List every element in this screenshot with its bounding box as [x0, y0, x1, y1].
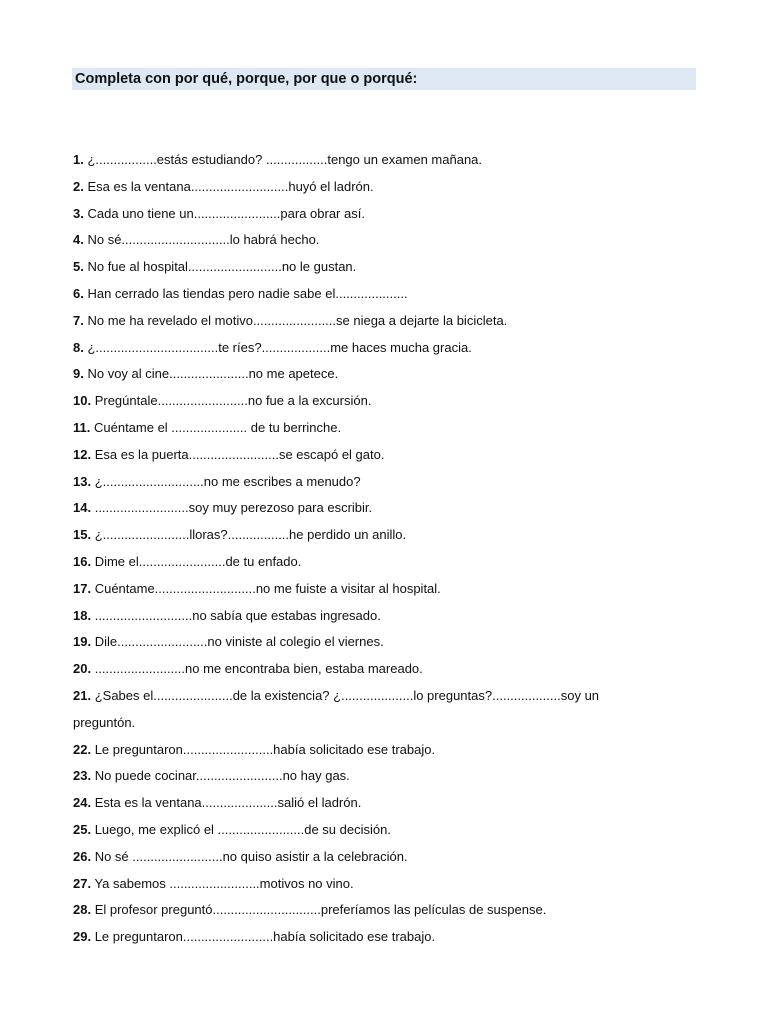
- exercise-item: [73, 871, 673, 898]
- exercise-text: ..........................soy muy perezoso para escribir.: [94, 500, 373, 516]
- exercise-number: 22.: [73, 741, 92, 757]
- exercise-number: 23.: [73, 768, 92, 784]
- exercise-number: 13.: [73, 473, 92, 489]
- exercise-text: ¿........................lloras?.................he perdido un anillo.: [94, 527, 407, 543]
- exercise-text: Le preguntaron.........................había solicitado ese trabajo.: [94, 741, 436, 757]
- exercise-text: ¿Sabes el......................de la existencia? ¿....................lo preguntas?...................soy un preguntón.: [73, 687, 603, 730]
- exercise-text: Luego, me explicó el ........................de su decisión.: [94, 821, 391, 837]
- exercise-text: Esa es la puerta.........................se escapó el gato.: [94, 446, 385, 462]
- exercise-number: 19.: [73, 634, 92, 650]
- exercise-text: ...........................no sabía que estabas ingresado.: [94, 607, 381, 623]
- exercise-number: 1.: [73, 152, 84, 167]
- exercise-item: [73, 147, 673, 174]
- exercise-text: No puede cocinar........................no hay gas.: [94, 768, 350, 784]
- exercise-number: 2.: [73, 178, 84, 194]
- exercise-number: 15.: [73, 527, 92, 543]
- exercise-item: [73, 388, 673, 415]
- exercise-number: 16.: [73, 553, 92, 569]
- exercise-text: .........................no me encontraba bien, estaba mareado.: [94, 661, 423, 677]
- exercise-text: No sé..............................lo habrá hecho.: [87, 232, 320, 248]
- exercise-item: [73, 415, 673, 442]
- exercise-number: 21.: [73, 687, 92, 703]
- exercise-text: Dile.........................no viniste al colegio el viernes.: [94, 634, 384, 650]
- exercise-item: [73, 897, 673, 924]
- exercise-item: [73, 817, 673, 844]
- exercise-text: El profesor preguntó..............................preferíamos las películas de suspense.: [94, 902, 547, 918]
- exercise-number: 9.: [73, 366, 84, 382]
- exercise-text: Dime el........................de tu enfado.: [94, 553, 302, 569]
- exercise-item: [73, 254, 673, 281]
- exercise-item: [73, 737, 673, 764]
- exercise-item: [73, 308, 673, 335]
- exercise-number: 11.: [73, 419, 91, 435]
- exercise-number: 24.: [73, 795, 92, 811]
- exercise-number: 3.: [73, 205, 84, 221]
- exercise-item: [73, 603, 673, 630]
- exercise-item: [73, 469, 673, 496]
- exercise-item: [73, 201, 673, 228]
- exercise-item: [73, 763, 673, 790]
- exercise-text: Cuéntame el ..................... de tu berrinche.: [93, 419, 342, 435]
- page-title: Completa con por qué, porque, por que o porqué:: [72, 68, 696, 90]
- exercise-text: Esa es la ventana...........................huyó el ladrón.: [87, 178, 374, 194]
- exercise-number: 17.: [73, 580, 92, 596]
- exercise-number: 18.: [73, 607, 92, 623]
- exercise-list: [73, 147, 673, 951]
- exercise-item: [73, 335, 673, 362]
- exercise-number: 27.: [73, 875, 92, 891]
- exercise-item: [73, 281, 673, 308]
- exercise-item: [73, 361, 673, 388]
- exercise-number: 4.: [73, 232, 84, 248]
- exercise-text: No voy al cine......................no me apetece.: [87, 366, 339, 382]
- exercise-text: ¿............................no me escribes a menudo?: [94, 473, 361, 489]
- exercise-text: Han cerrado las tiendas pero nadie sabe el....................: [87, 285, 408, 301]
- exercise-item: [73, 683, 653, 737]
- exercise-text: ¿.................estás estudiando? .................tengo un examen mañana.: [87, 152, 483, 167]
- exercise-number: 20.: [73, 661, 92, 677]
- exercise-item: [73, 629, 673, 656]
- exercise-text: No sé .........................no quiso asistir a la celebración.: [94, 848, 408, 864]
- exercise-item: [73, 174, 673, 201]
- exercise-item: [73, 227, 673, 254]
- exercise-item: [73, 549, 673, 576]
- exercise-number: 14.: [73, 500, 92, 516]
- exercise-number: 8.: [73, 339, 84, 355]
- exercise-number: 28.: [73, 902, 92, 918]
- exercise-number: 6.: [73, 285, 84, 301]
- exercise-number: 26.: [73, 848, 92, 864]
- exercise-text: Ya sabemos .........................motivos no vino.: [94, 875, 354, 891]
- exercise-number: 10.: [73, 393, 92, 409]
- exercise-number: 29.: [73, 929, 92, 945]
- exercise-text: No me ha revelado el motivo.......................se niega a dejarte la bicicleta.: [87, 312, 508, 328]
- exercise-text: ¿..................................te ríes?...................me haces mucha gracia.: [87, 339, 472, 355]
- exercise-text: Cuéntame............................no me fuiste a visitar al hospital.: [94, 580, 441, 596]
- exercise-text: No fue al hospital..........................no le gustan.: [87, 259, 357, 275]
- exercise-item: [73, 442, 673, 469]
- exercise-item: [73, 844, 673, 871]
- exercise-text: Le preguntaron.........................había solicitado ese trabajo.: [94, 929, 436, 945]
- exercise-item: [73, 790, 673, 817]
- exercise-item: [73, 656, 673, 683]
- exercise-number: 25.: [73, 821, 92, 837]
- exercise-item: [73, 576, 673, 603]
- exercise-text: Esta es la ventana.....................salió el ladrón.: [94, 795, 362, 811]
- exercise-number: 5.: [73, 259, 84, 275]
- exercise-number: 7.: [73, 312, 84, 328]
- exercise-item: [73, 495, 673, 522]
- exercise-text: Cada uno tiene un........................para obrar así.: [87, 205, 365, 221]
- exercise-item: [73, 522, 673, 549]
- exercise-text: Pregúntale.........................no fue a la excursión.: [94, 393, 372, 409]
- exercise-item: [73, 924, 673, 951]
- exercise-number: 12.: [73, 446, 92, 462]
